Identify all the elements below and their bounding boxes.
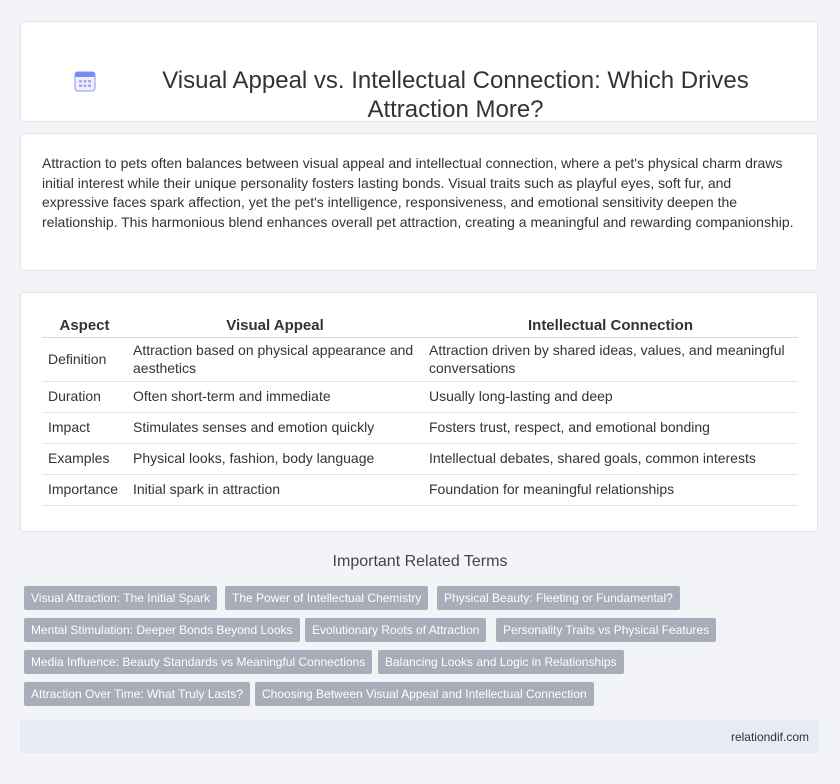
comparison-card [20,292,818,532]
row-intellectual-connection: Foundation for meaningful relationships [423,475,798,506]
calendar-icon [73,69,97,93]
related-term-tag[interactable]: Mental Stimulation: Deeper Bonds Beyond Looks [24,618,300,642]
row-aspect: Impact [42,413,127,444]
row-visual-appeal: Often short-term and immediate [127,382,423,413]
related-terms-heading: Important Related Terms [332,553,508,570]
related-term-tag[interactable]: Media Influence: Beauty Standards vs Meaningful Connections [24,650,372,674]
table-row [42,475,798,506]
row-aspect: Duration [42,382,127,413]
row-intellectual-connection: Attraction driven by shared ideas, values, and meaningful conversations [423,338,798,382]
intro-card [20,133,818,271]
row-visual-appeal: Stimulates senses and emotion quickly [127,413,423,444]
column-header-visual-appeal: Visual Appeal [127,314,423,338]
column-header-aspect: Aspect [42,314,127,338]
related-term-tag[interactable]: Personality Traits vs Physical Features [496,618,716,642]
intro-paragraph: Attraction to pets often balances between visual appeal and intellectual connection, where a pet's physical charm draws initial interest while their unique personality fosters lasting bonds. Visual traits such as playful eyes, soft fur, and expressive faces spark affection, yet the pet's intelligence, responsiveness, and emotional sensitivity deepen the relationship. This harmonious blend enhances overall pet attraction, creating a meaningful and rewarding companionship. [42,155,794,230]
footer [20,720,819,753]
comparison-table [42,314,798,506]
related-term-tag[interactable]: Choosing Between Visual Appeal and Intellectual Connection [255,682,594,706]
row-intellectual-connection: Fosters trust, respect, and emotional bonding [423,413,798,444]
related-term-tag[interactable]: Balancing Looks and Logic in Relationships [378,650,624,674]
table-row [42,413,798,444]
row-intellectual-connection: Usually long-lasting and deep [423,382,798,413]
row-visual-appeal: Initial spark in attraction [127,475,423,506]
row-intellectual-connection: Intellectual debates, shared goals, common interests [423,444,798,475]
row-visual-appeal: Attraction based on physical appearance and aesthetics [127,338,423,382]
row-aspect: Examples [42,444,127,475]
table-row [42,444,798,475]
site-name[interactable]: relationdif.com [730,730,809,744]
table-row [42,338,798,382]
related-term-tag[interactable]: Visual Attraction: The Initial Spark [24,586,217,610]
column-header-intellectual-connection: Intellectual Connection [423,314,798,338]
row-aspect: Importance [42,475,127,506]
title-card [20,21,818,122]
related-term-tag[interactable]: Attraction Over Time: What Truly Lasts? [24,682,250,706]
related-term-tag[interactable]: Evolutionary Roots of Attraction [305,618,486,642]
page-title: Visual Appeal vs. Intellectual Connection: Which Drives Attraction More? [162,67,749,123]
row-aspect: Definition [42,338,127,382]
related-term-tag[interactable]: The Power of Intellectual Chemistry [225,586,428,610]
related-term-tag[interactable]: Physical Beauty: Fleeting or Fundamental? [437,586,680,610]
row-visual-appeal: Physical looks, fashion, body language [127,444,423,475]
table-header-row [42,314,798,338]
table-row [42,382,798,413]
